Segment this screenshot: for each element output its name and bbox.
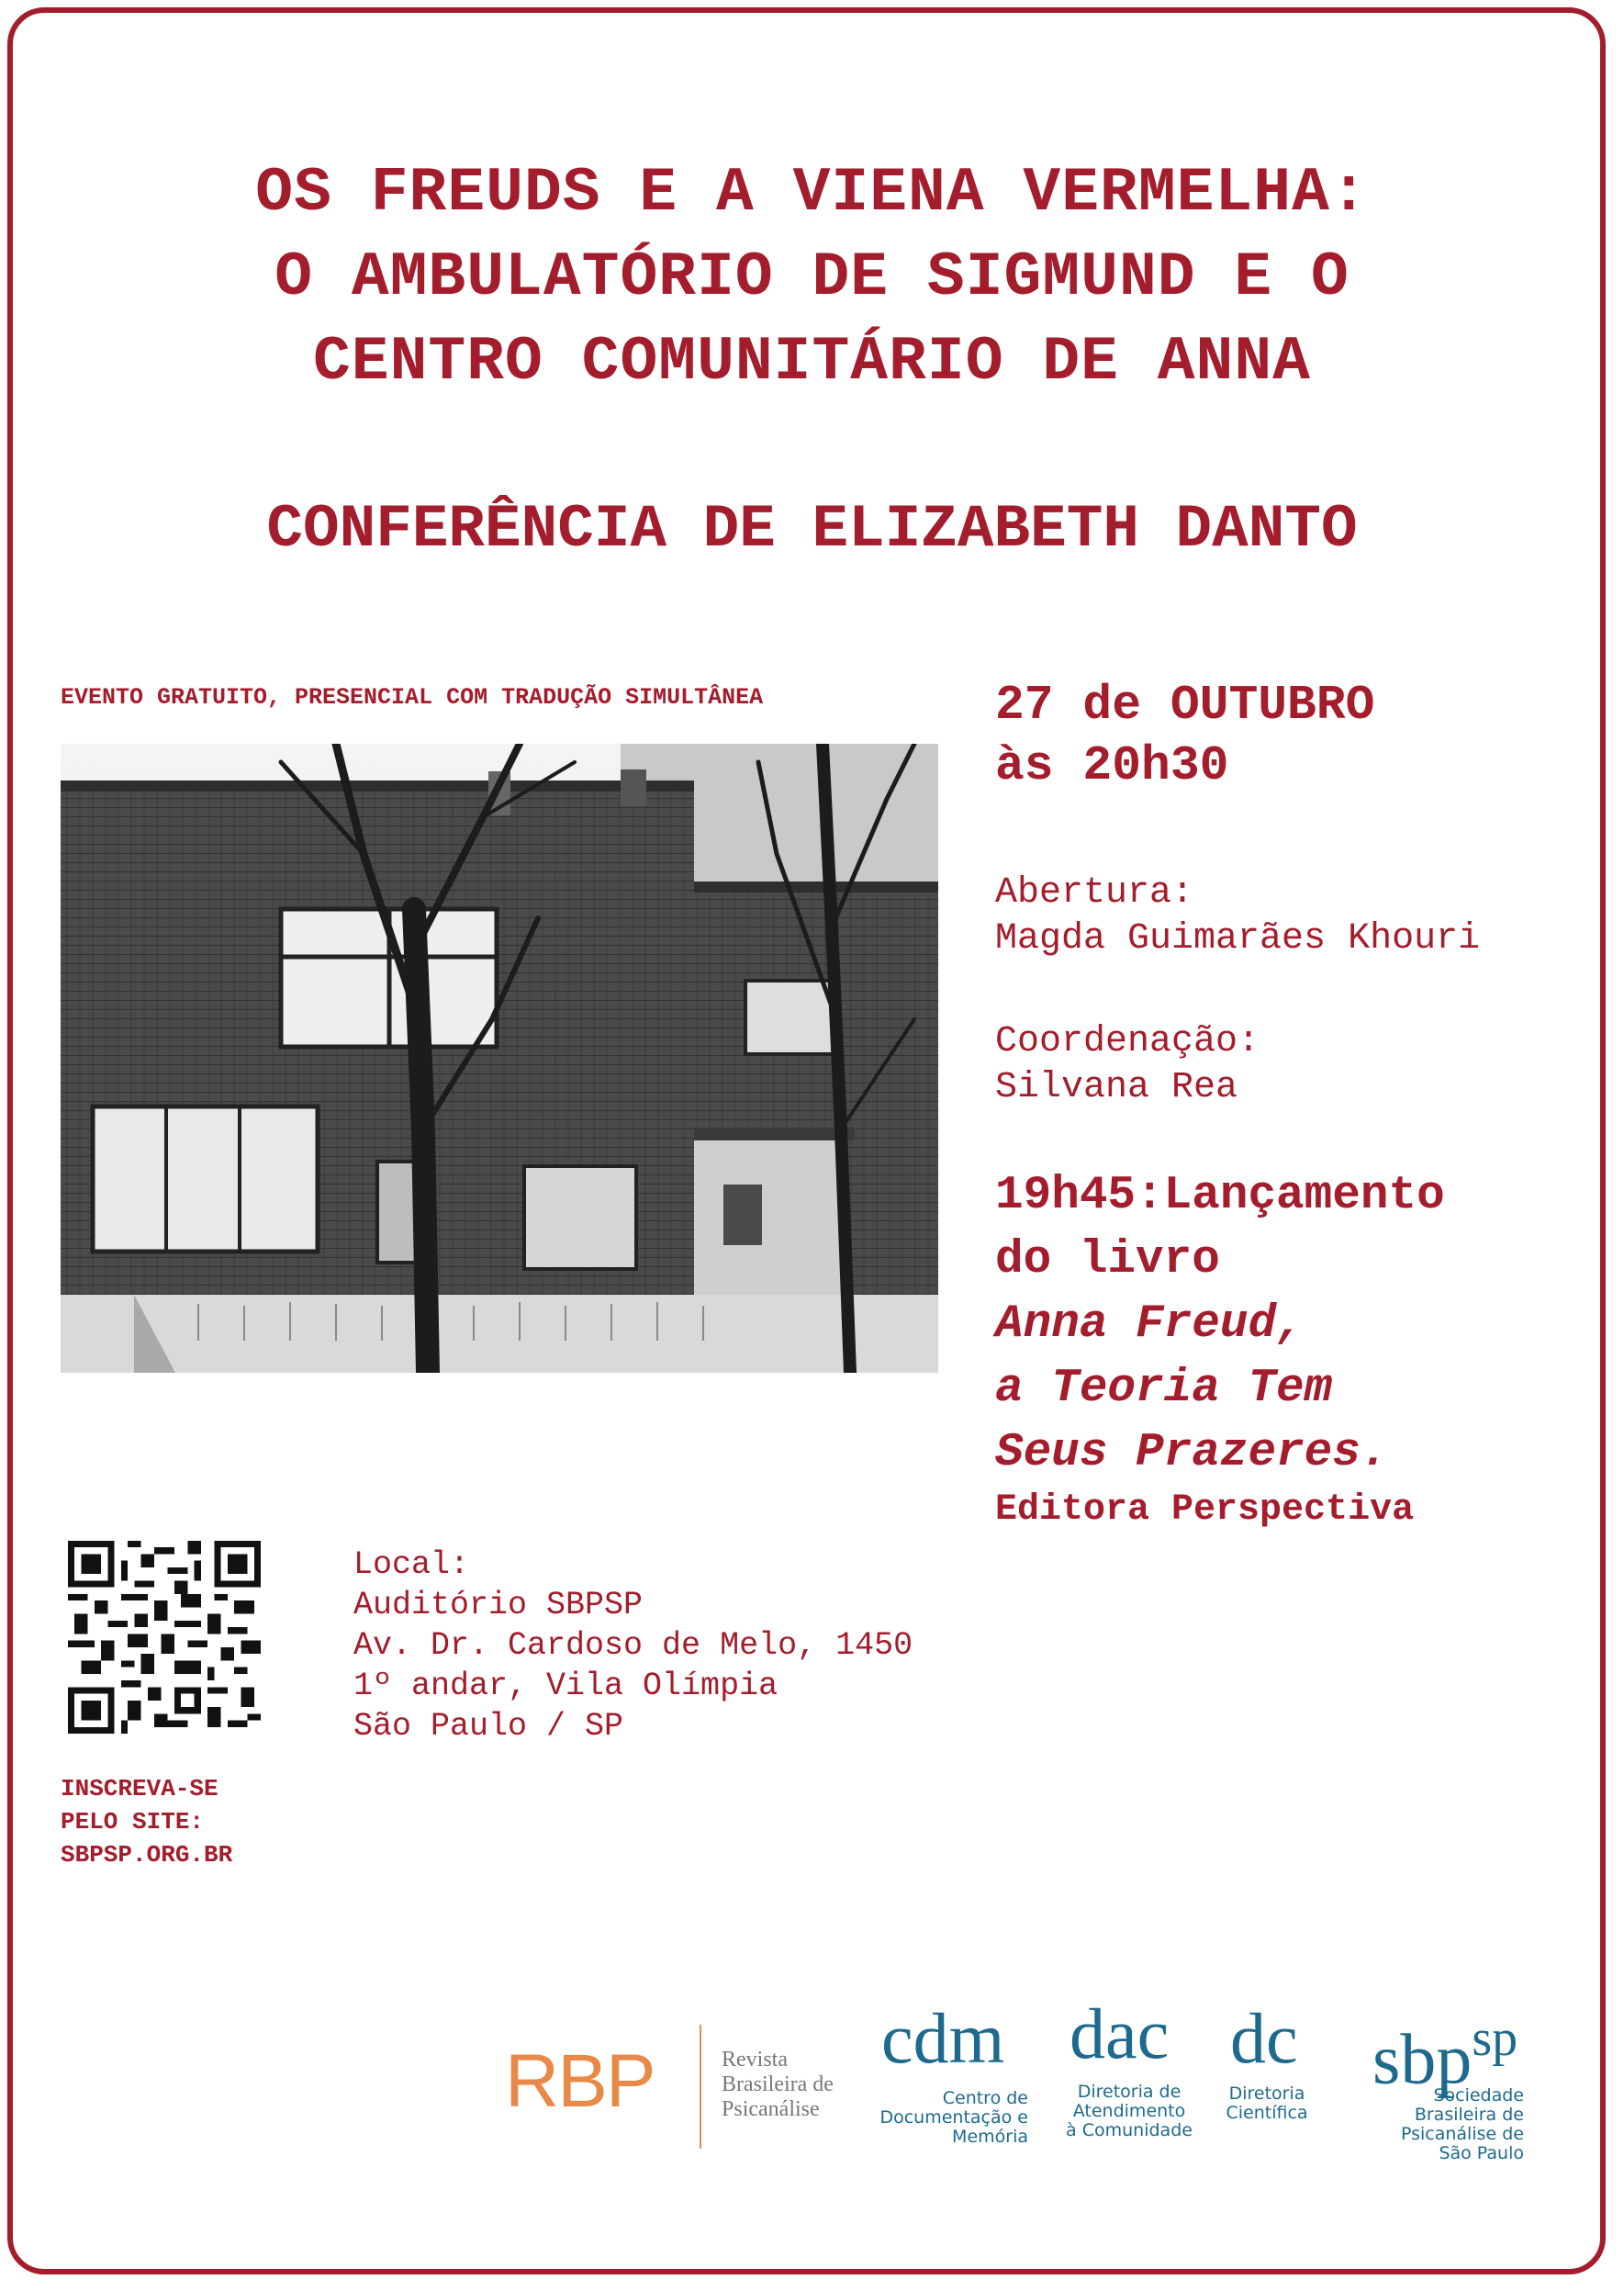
register-line-2: PELO SITE: <box>61 1808 205 1836</box>
venue-line-3: 1º andar, Vila Olímpia <box>353 1668 778 1704</box>
sponsor-logos <box>496 1974 1579 2185</box>
coordination-block <box>995 1019 1260 1111</box>
title-line-3: CENTRO COMUNITÁRIO DE ANNA <box>313 327 1311 398</box>
dc-line-1: Diretoria <box>1228 2083 1305 2104</box>
building-photo <box>61 744 938 1373</box>
title-line-2: O AMBULATÓRIO DE SIGMUND E O <box>274 242 1350 313</box>
book-title-line-3: Seus Prazeres. <box>995 1427 1389 1479</box>
poster-title <box>55 152 1569 405</box>
cdm-line-3: Memória <box>952 2127 1028 2147</box>
venue-line-1: Auditório SBPSP <box>353 1587 644 1623</box>
register-url[interactable]: SBPSP.ORG.BR <box>61 1841 233 1869</box>
cdm-logo: cdm <box>881 1998 1005 2078</box>
book-title-line-2: a Teoria Tem <box>995 1363 1333 1415</box>
rbp-line-3: Psicanálise <box>722 2097 820 2121</box>
sbp-line-4: São Paulo <box>1439 2143 1524 2163</box>
dac-line-1: Diretoria de <box>1077 2082 1182 2102</box>
dac-logo-text <box>1047 2083 1212 2140</box>
dac-line-2: Atendimento <box>1072 2101 1186 2121</box>
book-launch <box>995 1164 1445 1486</box>
launch-line-2: do livro <box>995 1234 1220 1286</box>
sbp-line-3: Psicanálise de <box>1400 2124 1524 2144</box>
rbp-line-1: Revista <box>722 2048 788 2072</box>
sbp-sup: sp <box>1472 2010 1518 2067</box>
date-line-2: às 20h30 <box>995 738 1229 793</box>
opening-block <box>995 870 1480 962</box>
rbp-divider <box>700 2025 701 2149</box>
qr-code[interactable] <box>68 1541 261 1734</box>
event-note: EVENTO GRATUITO, PRESENCIAL COM TRADUÇÃO SIMULTÂNEA <box>61 684 764 711</box>
dac-line-3: à Comunidade <box>1066 2120 1193 2140</box>
opening-label: Abertura: <box>995 872 1194 914</box>
launch-line-1: 19h45:Lançamento <box>995 1170 1445 1222</box>
book-title-line-1: Anna Freud, <box>995 1298 1305 1351</box>
dc-line-2: Científica <box>1226 2103 1308 2123</box>
dc-logo: dc <box>1230 1998 1298 2078</box>
sbp-mark: sbp <box>1372 2018 1473 2099</box>
venue-block <box>353 1544 913 1746</box>
cdm-line-2: Documentação e <box>879 2107 1028 2128</box>
coordination-name: Silvana Rea <box>995 1067 1238 1108</box>
opening-name: Magda Guimarães Khouri <box>995 918 1481 960</box>
register-block <box>61 1772 232 1871</box>
book-publisher: Editora Perspectiva <box>995 1489 1415 1531</box>
sbp-line-2: Brasileira de <box>1414 2105 1524 2125</box>
coordination-label: Coordenação: <box>995 1021 1260 1062</box>
rbp-line-2: Brasileira de <box>722 2072 834 2096</box>
title-line-1: OS FREUDS E A VIENA VERMELHA: <box>255 158 1369 229</box>
sbp-line-1: Sociedade <box>1433 2085 1524 2106</box>
rbp-logo: RBP <box>505 2039 655 2123</box>
venue-line-4: São Paulo / SP <box>353 1708 624 1745</box>
dc-logo-text <box>1207 2084 1327 2123</box>
rbp-logo-text <box>722 2048 834 2122</box>
date-line-1: 27 de OUTUBRO <box>995 678 1375 733</box>
event-date <box>995 675 1374 796</box>
cdm-line-1: Centro de <box>942 2088 1028 2108</box>
poster-subtitle: CONFERÊNCIA DE ELIZABETH DANTO <box>266 495 1358 564</box>
venue-line-2: Av. Dr. Cardoso de Melo, 1450 <box>353 1627 913 1664</box>
cdm-logo-text <box>863 2089 1028 2147</box>
venue-label: Local: <box>353 1546 470 1583</box>
register-line-1: INSCREVA-SE <box>61 1775 218 1802</box>
sbpsp-logo-text <box>1350 2086 1524 2163</box>
dac-logo: dac <box>1070 1993 1170 2073</box>
